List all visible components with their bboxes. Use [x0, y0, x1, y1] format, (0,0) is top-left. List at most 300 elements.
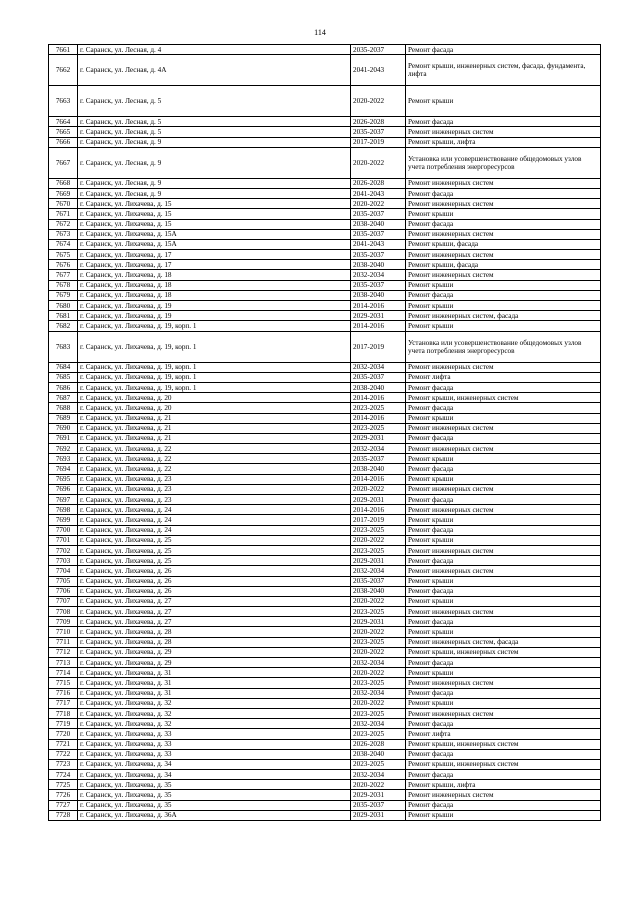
work-type-cell: Ремонт инженерных систем [406, 127, 601, 137]
row-number-cell: 7689 [49, 413, 78, 423]
table-row [49, 749, 601, 759]
table-row [49, 484, 601, 494]
table-body [49, 45, 601, 821]
address-cell: г. Саранск, ул. Лихачева, д. 26 [78, 586, 351, 596]
address-cell: г. Саранск, ул. Лихачева, д. 22 [78, 464, 351, 474]
address-cell: г. Саранск, ул. Лихачева, д. 32 [78, 719, 351, 729]
work-type-cell: Ремонт инженерных систем [406, 708, 601, 718]
period-cell: 2038-2040 [351, 260, 406, 270]
period-cell: 2026-2028 [351, 178, 406, 188]
row-number-cell: 7664 [49, 117, 78, 127]
address-cell: г. Саранск, ул. Лихачева, д. 17 [78, 250, 351, 260]
work-type-cell: Ремонт инженерных систем [406, 484, 601, 494]
row-number-cell: 7696 [49, 484, 78, 494]
period-cell: 2032-2034 [351, 566, 406, 576]
table-row [49, 800, 601, 810]
period-cell: 2041-2043 [351, 188, 406, 198]
table-row [49, 219, 601, 229]
address-cell: г. Саранск, ул. Лесная, д. 4 [78, 45, 351, 55]
table-row [49, 780, 601, 790]
table-row [49, 239, 601, 249]
table-row [49, 280, 601, 290]
row-number-cell: 7723 [49, 759, 78, 769]
work-type-cell: Ремонт фасада [406, 403, 601, 413]
row-number-cell: 7674 [49, 239, 78, 249]
period-cell: 2035-2037 [351, 280, 406, 290]
address-cell: г. Саранск, ул. Лихачева, д. 35 [78, 790, 351, 800]
work-type-cell: Ремонт крыши [406, 86, 601, 117]
work-type-cell: Установка или усовершенствование общедомовых узлов учета потребления энергоресурсов [406, 331, 601, 362]
address-cell: г. Саранск, ул. Лесная, д. 9 [78, 147, 351, 178]
work-type-cell: Ремонт инженерных систем [406, 229, 601, 239]
period-cell: 2020-2022 [351, 647, 406, 657]
period-cell: 2023-2025 [351, 708, 406, 718]
period-cell: 2038-2040 [351, 290, 406, 300]
work-type-cell: Ремонт фасада [406, 719, 601, 729]
table-row [49, 617, 601, 627]
work-type-cell: Ремонт инженерных систем [406, 678, 601, 688]
work-type-cell: Ремонт лифта [406, 372, 601, 382]
table-row [49, 576, 601, 586]
work-type-cell: Ремонт крыши, фасада [406, 260, 601, 270]
period-cell: 2029-2031 [351, 495, 406, 505]
table-row [49, 413, 601, 423]
period-cell: 2020-2022 [351, 86, 406, 117]
table-row [49, 117, 601, 127]
period-cell: 2029-2031 [351, 433, 406, 443]
period-cell: 2032-2034 [351, 688, 406, 698]
table-row [49, 810, 601, 820]
address-cell: г. Саранск, ул. Лихачева, д. 31 [78, 688, 351, 698]
work-type-cell: Ремонт фасада [406, 433, 601, 443]
address-cell: г. Саранск, ул. Лихачева, д. 21 [78, 423, 351, 433]
period-cell: 2020-2022 [351, 596, 406, 606]
table-row [49, 301, 601, 311]
table-row [49, 270, 601, 280]
row-number-cell: 7707 [49, 596, 78, 606]
period-cell: 2029-2031 [351, 790, 406, 800]
row-number-cell: 7686 [49, 382, 78, 392]
address-cell: г. Саранск, ул. Лихачева, д. 19, корп. 1 [78, 321, 351, 331]
address-cell: г. Саранск, ул. Лихачева, д. 24 [78, 525, 351, 535]
work-type-cell: Ремонт инженерных систем [406, 790, 601, 800]
table-row [49, 178, 601, 188]
row-number-cell: 7706 [49, 586, 78, 596]
row-number-cell: 7702 [49, 545, 78, 555]
table-row [49, 719, 601, 729]
address-cell: г. Саранск, ул. Лесная, д. 9 [78, 178, 351, 188]
table-row [49, 474, 601, 484]
period-cell: 2032-2034 [351, 270, 406, 280]
period-cell: 2035-2037 [351, 209, 406, 219]
address-cell: г. Саранск, ул. Лихачева, д. 15 [78, 199, 351, 209]
work-type-cell: Ремонт фасада [406, 495, 601, 505]
address-cell: г. Саранск, ул. Лихачева, д. 19, корп. 1 [78, 362, 351, 372]
period-cell: 2026-2028 [351, 117, 406, 127]
row-number-cell: 7727 [49, 800, 78, 810]
row-number-cell: 7682 [49, 321, 78, 331]
period-cell: 2017-2019 [351, 137, 406, 147]
table-row [49, 596, 601, 606]
row-number-cell: 7712 [49, 647, 78, 657]
row-number-cell: 7692 [49, 444, 78, 454]
period-cell: 2020-2022 [351, 668, 406, 678]
table-row [49, 137, 601, 147]
period-cell: 2020-2022 [351, 627, 406, 637]
row-number-cell: 7715 [49, 678, 78, 688]
row-number-cell: 7690 [49, 423, 78, 433]
table-row [49, 147, 601, 178]
work-type-cell: Ремонт фасада [406, 770, 601, 780]
work-type-cell: Ремонт крыши, инженерных систем [406, 739, 601, 749]
row-number-cell: 7701 [49, 535, 78, 545]
period-cell: 2020-2022 [351, 199, 406, 209]
table-row [49, 708, 601, 718]
table-row [49, 729, 601, 739]
table-row [49, 290, 601, 300]
row-number-cell: 7670 [49, 199, 78, 209]
address-cell: г. Саранск, ул. Лихачева, д. 20 [78, 393, 351, 403]
row-number-cell: 7676 [49, 260, 78, 270]
address-cell: г. Саранск, ул. Лесная, д. 9 [78, 188, 351, 198]
table-row [49, 86, 601, 117]
address-cell: г. Саранск, ул. Лесная, д. 4А [78, 55, 351, 86]
table-row [49, 372, 601, 382]
work-type-cell: Ремонт инженерных систем [406, 505, 601, 515]
period-cell: 2035-2037 [351, 127, 406, 137]
table-row [49, 311, 601, 321]
work-type-cell: Ремонт инженерных систем [406, 607, 601, 617]
period-cell: 2023-2025 [351, 545, 406, 555]
page-number: 114 [314, 28, 326, 37]
table-row [49, 678, 601, 688]
address-cell: г. Саранск, ул. Лихачева, д. 35 [78, 800, 351, 810]
address-cell: г. Саранск, ул. Лихачева, д. 21 [78, 433, 351, 443]
work-type-cell: Ремонт инженерных систем, фасада [406, 311, 601, 321]
period-cell: 2014-2016 [351, 393, 406, 403]
row-number-cell: 7711 [49, 637, 78, 647]
period-cell: 2035-2037 [351, 800, 406, 810]
work-type-cell: Ремонт фасада [406, 525, 601, 535]
row-number-cell: 7722 [49, 749, 78, 759]
address-cell: г. Саранск, ул. Лихачева, д. 18 [78, 290, 351, 300]
work-type-cell: Ремонт инженерных систем [406, 566, 601, 576]
table-row [49, 331, 601, 362]
period-cell: 2032-2034 [351, 770, 406, 780]
row-number-cell: 7677 [49, 270, 78, 280]
row-number-cell: 7673 [49, 229, 78, 239]
address-cell: г. Саранск, ул. Лесная, д. 5 [78, 117, 351, 127]
address-cell: г. Саранск, ул. Лихачева, д. 18 [78, 280, 351, 290]
period-cell: 2017-2019 [351, 331, 406, 362]
row-number-cell: 7704 [49, 566, 78, 576]
period-cell: 2029-2031 [351, 311, 406, 321]
table-row [49, 535, 601, 545]
period-cell: 2038-2040 [351, 749, 406, 759]
table-row [49, 739, 601, 749]
row-number-cell: 7720 [49, 729, 78, 739]
address-cell: г. Саранск, ул. Лихачева, д. 19, корп. 1 [78, 372, 351, 382]
work-type-cell: Ремонт фасада [406, 188, 601, 198]
row-number-cell: 7710 [49, 627, 78, 637]
period-cell: 2023-2025 [351, 607, 406, 617]
row-number-cell: 7716 [49, 688, 78, 698]
table-row [49, 188, 601, 198]
row-number-cell: 7697 [49, 495, 78, 505]
work-type-cell: Ремонт крыши [406, 209, 601, 219]
table-row [49, 759, 601, 769]
period-cell: 2020-2022 [351, 780, 406, 790]
address-cell: г. Саранск, ул. Лихачева, д. 25 [78, 556, 351, 566]
address-cell: г. Саранск, ул. Лихачева, д. 31 [78, 678, 351, 688]
work-type-cell: Ремонт инженерных систем [406, 199, 601, 209]
table-row [49, 545, 601, 555]
address-cell: г. Саранск, ул. Лихачева, д. 25 [78, 535, 351, 545]
address-cell: г. Саранск, ул. Лихачева, д. 15 [78, 209, 351, 219]
work-type-cell: Ремонт инженерных систем [406, 444, 601, 454]
address-cell: г. Саранск, ул. Лихачева, д. 33 [78, 749, 351, 759]
period-cell: 2038-2040 [351, 464, 406, 474]
period-cell: 2041-2043 [351, 55, 406, 86]
table-row [49, 209, 601, 219]
row-number-cell: 7661 [49, 45, 78, 55]
row-number-cell: 7705 [49, 576, 78, 586]
work-type-cell: Ремонт лифта [406, 729, 601, 739]
address-cell: г. Саранск, ул. Лихачева, д. 19 [78, 311, 351, 321]
period-cell: 2035-2037 [351, 229, 406, 239]
row-number-cell: 7665 [49, 127, 78, 137]
table-row [49, 382, 601, 392]
row-number-cell: 7669 [49, 188, 78, 198]
period-cell: 2032-2034 [351, 658, 406, 668]
row-number-cell: 7726 [49, 790, 78, 800]
address-cell: г. Саранск, ул. Лихачева, д. 19, корп. 1 [78, 331, 351, 362]
address-cell: г. Саранск, ул. Лихачева, д. 22 [78, 454, 351, 464]
work-type-cell: Ремонт крыши [406, 321, 601, 331]
period-cell: 2041-2043 [351, 239, 406, 249]
work-type-cell: Ремонт крыши, инженерных систем [406, 759, 601, 769]
period-cell: 2014-2016 [351, 321, 406, 331]
address-cell: г. Саранск, ул. Лихачева, д. 27 [78, 596, 351, 606]
row-number-cell: 7695 [49, 474, 78, 484]
period-cell: 2020-2022 [351, 147, 406, 178]
address-cell: г. Саранск, ул. Лихачева, д. 33 [78, 729, 351, 739]
work-type-cell: Ремонт инженерных систем [406, 270, 601, 280]
period-cell: 2035-2037 [351, 576, 406, 586]
table-row [49, 362, 601, 372]
table-row [49, 647, 601, 657]
table-row [49, 250, 601, 260]
work-type-cell: Ремонт крыши [406, 596, 601, 606]
work-type-cell: Ремонт крыши [406, 698, 601, 708]
row-number-cell: 7662 [49, 55, 78, 86]
row-number-cell: 7724 [49, 770, 78, 780]
work-type-cell: Ремонт крыши [406, 535, 601, 545]
period-cell: 2014-2016 [351, 301, 406, 311]
work-type-cell: Ремонт фасада [406, 617, 601, 627]
table-row [49, 229, 601, 239]
address-cell: г. Саранск, ул. Лихачева, д. 29 [78, 658, 351, 668]
row-number-cell: 7667 [49, 147, 78, 178]
table-row [49, 393, 601, 403]
period-cell: 2032-2034 [351, 719, 406, 729]
work-type-cell: Ремонт крыши [406, 627, 601, 637]
row-number-cell: 7678 [49, 280, 78, 290]
period-cell: 2023-2025 [351, 637, 406, 647]
table-row [49, 698, 601, 708]
period-cell: 2029-2031 [351, 810, 406, 820]
table-row [49, 495, 601, 505]
period-cell: 2014-2016 [351, 505, 406, 515]
row-number-cell: 7693 [49, 454, 78, 464]
address-cell: г. Саранск, ул. Лихачева, д. 32 [78, 698, 351, 708]
row-number-cell: 7691 [49, 433, 78, 443]
row-number-cell: 7684 [49, 362, 78, 372]
work-type-cell: Ремонт фасада [406, 658, 601, 668]
period-cell: 2035-2037 [351, 250, 406, 260]
table-row [49, 55, 601, 86]
table-row [49, 321, 601, 331]
period-cell: 2023-2025 [351, 423, 406, 433]
address-cell: г. Саранск, ул. Лихачева, д. 15 [78, 219, 351, 229]
table-row [49, 199, 601, 209]
address-cell: г. Саранск, ул. Лихачева, д. 19, корп. 1 [78, 382, 351, 392]
period-cell: 2023-2025 [351, 525, 406, 535]
work-type-cell: Ремонт фасада [406, 688, 601, 698]
work-type-cell: Ремонт крыши [406, 454, 601, 464]
address-cell: г. Саранск, ул. Лихачева, д. 15А [78, 239, 351, 249]
table-row [49, 464, 601, 474]
table-row [49, 566, 601, 576]
repair-schedule-table [48, 44, 601, 821]
table-row [49, 525, 601, 535]
period-cell: 2032-2034 [351, 444, 406, 454]
table-row [49, 403, 601, 413]
table-row [49, 556, 601, 566]
period-cell: 2038-2040 [351, 219, 406, 229]
work-type-cell: Ремонт фасада [406, 800, 601, 810]
period-cell: 2032-2034 [351, 362, 406, 372]
table-row [49, 637, 601, 647]
address-cell: г. Саранск, ул. Лихачева, д. 27 [78, 617, 351, 627]
work-type-cell: Ремонт крыши, инженерных систем [406, 393, 601, 403]
period-cell: 2038-2040 [351, 382, 406, 392]
address-cell: г. Саранск, ул. Лихачева, д. 25 [78, 545, 351, 555]
table-row [49, 770, 601, 780]
address-cell: г. Саранск, ул. Лихачева, д. 23 [78, 495, 351, 505]
table-row [49, 688, 601, 698]
row-number-cell: 7719 [49, 719, 78, 729]
row-number-cell: 7685 [49, 372, 78, 382]
work-type-cell: Ремонт фасада [406, 117, 601, 127]
period-cell: 2023-2025 [351, 759, 406, 769]
period-cell: 2038-2040 [351, 586, 406, 596]
work-type-cell: Ремонт фасада [406, 556, 601, 566]
address-cell: г. Саранск, ул. Лихачева, д. 31 [78, 668, 351, 678]
period-cell: 2023-2025 [351, 729, 406, 739]
period-cell: 2023-2025 [351, 678, 406, 688]
period-cell: 2035-2037 [351, 454, 406, 464]
row-number-cell: 7663 [49, 86, 78, 117]
work-type-cell: Ремонт фасада [406, 749, 601, 759]
table-row [49, 45, 601, 55]
address-cell: г. Саранск, ул. Лихачева, д. 32 [78, 708, 351, 718]
period-cell: 2023-2025 [351, 403, 406, 413]
work-type-cell: Ремонт крыши [406, 413, 601, 423]
work-type-cell: Ремонт крыши [406, 474, 601, 484]
address-cell: г. Саранск, ул. Лихачева, д. 27 [78, 607, 351, 617]
table-row [49, 515, 601, 525]
row-number-cell: 7717 [49, 698, 78, 708]
table-row [49, 668, 601, 678]
table-row [49, 586, 601, 596]
period-cell: 2035-2037 [351, 45, 406, 55]
address-cell: г. Саранск, ул. Лихачева, д. 15А [78, 229, 351, 239]
address-cell: г. Саранск, ул. Лихачева, д. 28 [78, 627, 351, 637]
row-number-cell: 7713 [49, 658, 78, 668]
address-cell: г. Саранск, ул. Лихачева, д. 34 [78, 770, 351, 780]
address-cell: г. Саранск, ул. Лихачева, д. 34 [78, 759, 351, 769]
work-type-cell: Ремонт крыши [406, 576, 601, 586]
row-number-cell: 7675 [49, 250, 78, 260]
row-number-cell: 7668 [49, 178, 78, 188]
work-type-cell: Ремонт инженерных систем [406, 178, 601, 188]
table-row [49, 444, 601, 454]
work-type-cell: Ремонт крыши, лифта [406, 780, 601, 790]
period-cell: 2014-2016 [351, 413, 406, 423]
address-cell: г. Саранск, ул. Лихачева, д. 36А [78, 810, 351, 820]
row-number-cell: 7671 [49, 209, 78, 219]
period-cell: 2029-2031 [351, 556, 406, 566]
row-number-cell: 7679 [49, 290, 78, 300]
row-number-cell: 7718 [49, 708, 78, 718]
address-cell: г. Саранск, ул. Лихачева, д. 29 [78, 647, 351, 657]
work-type-cell: Ремонт крыши [406, 668, 601, 678]
work-type-cell: Ремонт фасада [406, 382, 601, 392]
work-type-cell: Ремонт крыши, фасада [406, 239, 601, 249]
address-cell: г. Саранск, ул. Лихачева, д. 22 [78, 444, 351, 454]
address-cell: г. Саранск, ул. Лихачева, д. 20 [78, 403, 351, 413]
row-number-cell: 7688 [49, 403, 78, 413]
period-cell: 2014-2016 [351, 474, 406, 484]
address-cell: г. Саранск, ул. Лихачева, д. 24 [78, 505, 351, 515]
work-type-cell: Ремонт фасада [406, 45, 601, 55]
row-number-cell: 7694 [49, 464, 78, 474]
row-number-cell: 7728 [49, 810, 78, 820]
row-number-cell: 7681 [49, 311, 78, 321]
period-cell: 2020-2022 [351, 698, 406, 708]
work-type-cell: Ремонт фасада [406, 219, 601, 229]
table-row [49, 607, 601, 617]
period-cell: 2020-2022 [351, 535, 406, 545]
work-type-cell: Ремонт инженерных систем [406, 362, 601, 372]
row-number-cell: 7714 [49, 668, 78, 678]
address-cell: г. Саранск, ул. Лихачева, д. 21 [78, 413, 351, 423]
row-number-cell: 7699 [49, 515, 78, 525]
address-cell: г. Саранск, ул. Лесная, д. 5 [78, 86, 351, 117]
row-number-cell: 7700 [49, 525, 78, 535]
address-cell: г. Саранск, ул. Лихачева, д. 23 [78, 484, 351, 494]
table-row [49, 433, 601, 443]
table-row [49, 505, 601, 515]
row-number-cell: 7672 [49, 219, 78, 229]
address-cell: г. Саранск, ул. Лихачева, д. 28 [78, 637, 351, 647]
address-cell: г. Саранск, ул. Лихачева, д. 19 [78, 301, 351, 311]
table-row [49, 454, 601, 464]
row-number-cell: 7725 [49, 780, 78, 790]
period-cell: 2029-2031 [351, 617, 406, 627]
row-number-cell: 7687 [49, 393, 78, 403]
